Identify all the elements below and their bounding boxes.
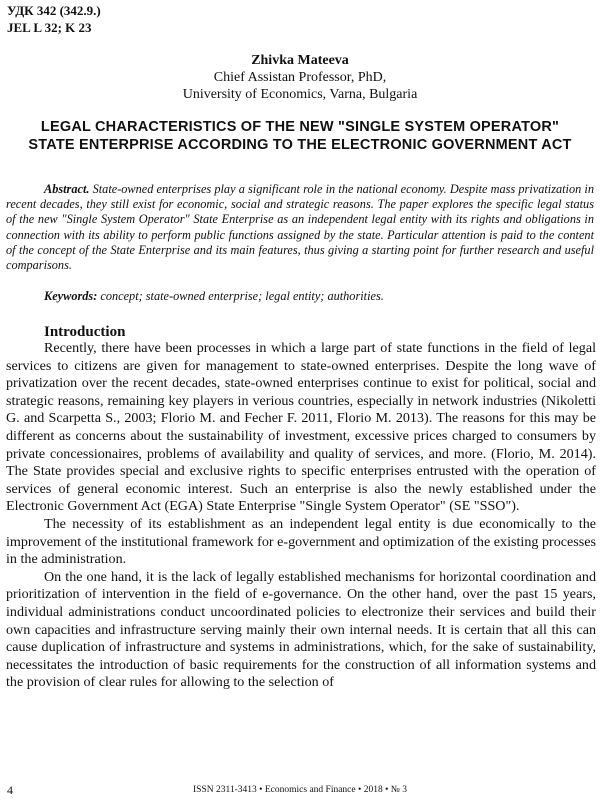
author-affiliation: University of Economics, Varna, Bulgaria bbox=[182, 87, 418, 102]
paragraph: Recently, there have been processes in which a large part of state functions in the field of legal services to citizens are given for management to state-owned enterprises. Despite the long wave of privatization over the recent decades, state-owned enterprises continue to exist for political, social and strategic reasons, remaining key players in verious countries, especially in network industries (Nikoletti G. and Scarpetta S., 2003; Florio M. and Fecher F. 2011, Florio M. 2013). The reasons for this may be different as concerns about the sustainability of investment, excessive prices charged to consumers by private concessionaires, problems of availability and quality of services, and more. (Florio, M. 2014). The State provides special and exclusive rights to specific enterprises entrusted with the operation of services of general economic interest. Such an enterprise is also the newly established under the Electronic Government Act (EGA) State Enterprise "Single System Operator" (SE "SSO"). bbox=[6, 340, 596, 515]
paragraph: The necessity of its establishment as an independent legal entity is due economically to the improvement of the institutional framework for e-government and optimization of the existing processes in the administration. bbox=[6, 515, 596, 568]
keywords bbox=[44, 289, 594, 304]
journal-info: ISSN 2311-3413 • Economics and Finance • 2018 • № 3 bbox=[193, 785, 407, 795]
jel-code: JEL L 32; K 23 bbox=[7, 20, 92, 35]
author-position: Chief Assistan Professor, PhD, bbox=[213, 70, 387, 85]
abstract bbox=[6, 182, 594, 273]
page-footer bbox=[0, 781, 600, 799]
paragraph: On the one hand, it is the lack of legally established mechanisms for horizontal coordination and prioritization of intervention in the field of e-governance. On the other hand, over the past 15 years, individual administrations conduct uncoordinated policies to electronize their services and build their own capacities and infrastructure serving mainly their own internal needs. It is certain that all this can cause duplication of infrastructure and systems in administrations, which, for the sake of sustainability, necessitates the introduction of basic requirements for the construction of all information systems and the provision of clear rules for allowing to the selection of bbox=[6, 568, 596, 691]
keywords-label: Keywords: bbox=[44, 289, 98, 303]
page-number: 4 bbox=[7, 783, 13, 797]
abstract-text: State-owned enterprises play a significant role in the national economy. Despite mass privatization in recent decades, they still exist for economic, social and strategic reasons. The paper explores the specific legal status of the new "Single System Operator" State Enterprise as an independent legal entity with its rights and obligations in connection with its ability to perform public functions assigned by the state. Particular attention is paid to the content of the concept of the State Enterprise and its main features, thus giving a starting point for further research and useful comparisons. bbox=[6, 182, 594, 273]
keywords-text: concept; state-owned enterprise; legal entity; authorities. bbox=[97, 289, 384, 303]
section-heading-introduction: Introduction bbox=[44, 324, 126, 340]
classification-codes bbox=[7, 2, 101, 36]
udc-code: УДК 342 (342.9.) bbox=[7, 3, 101, 18]
abstract-label: Abstract. bbox=[44, 182, 90, 196]
author-block bbox=[0, 52, 600, 103]
author-name: Zhivka Mateeva bbox=[251, 53, 349, 68]
paper-title: LEGAL CHARACTERISTICS OF THE NEW "SINGLE SYSTEM OPERATOR" STATE ENTERPRISE ACCORDING TO THE ELECTRONIC GOVERNMENT ACT bbox=[28, 119, 572, 153]
introduction-body bbox=[6, 340, 596, 692]
